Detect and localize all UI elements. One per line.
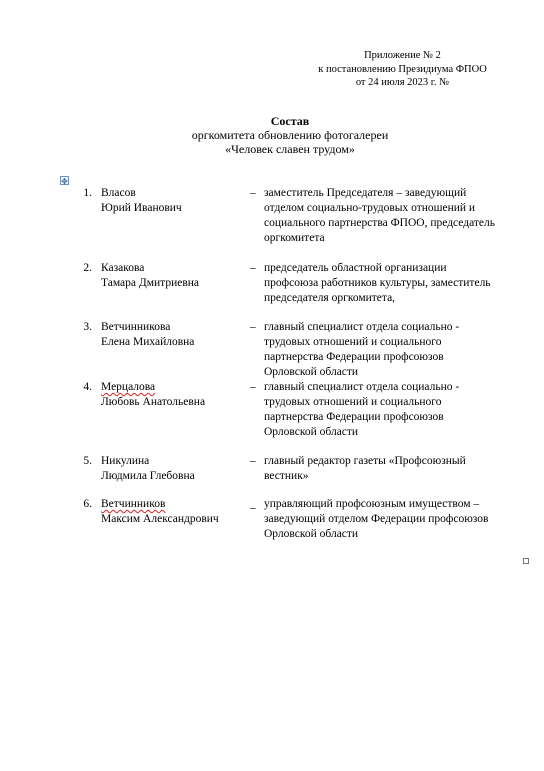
position-line: вестник»	[264, 470, 309, 482]
document-title: Состав	[270, 114, 310, 128]
row-dash: –	[250, 455, 256, 467]
member-position	[264, 454, 526, 484]
member-name	[101, 454, 246, 484]
position-line: Орловской области	[264, 528, 359, 540]
member-surname: Никулина	[101, 455, 150, 467]
document-subtitle: «Человек славен трудом»	[225, 142, 355, 156]
position-line: главный специалист отдела социально -	[264, 321, 460, 333]
appendix-line: Приложение № 2	[364, 50, 441, 61]
row-dash: –	[250, 381, 256, 393]
position-line: главный специалист отдела социально -	[264, 381, 460, 393]
member-name	[101, 186, 246, 216]
member-position	[264, 320, 526, 380]
row-number: 6.	[83, 498, 92, 510]
member-position	[264, 497, 526, 542]
member-surname: Казакова	[101, 262, 145, 274]
table-move-icon[interactable]: ✥	[61, 177, 68, 186]
row-dash: –	[250, 262, 256, 274]
position-line: председатель областной организации	[264, 262, 447, 274]
row-dash: –	[250, 187, 256, 199]
member-position	[264, 261, 526, 306]
appendix-header	[300, 49, 505, 90]
position-line: управляющий профсоюзным имуществом –	[264, 498, 480, 510]
member-given-names: Елена Михайловна	[101, 336, 195, 348]
position-line: партнерства Федерации профсоюзов	[264, 411, 444, 423]
position-line: профсоюза работников культуры, заместитель	[264, 277, 491, 289]
member-given-names: Любовь Анатольевна	[101, 396, 206, 408]
table-resize-handle[interactable]	[523, 558, 529, 564]
row-number: 3.	[83, 321, 92, 333]
member-given-names: Юрий Иванович	[101, 202, 182, 214]
document-subtitle: оргкомитета обновлению фотогалереи	[191, 128, 389, 142]
row-dash: _	[250, 498, 256, 510]
position-line: Орловской области	[264, 366, 359, 378]
position-line: трудовых отношений и социального	[264, 336, 442, 348]
member-given-names: Людмила Глебовна	[101, 470, 195, 482]
row-number: 2.	[83, 262, 92, 274]
row-number: 4.	[83, 381, 92, 393]
appendix-line: к постановлению Президиума ФПОО	[318, 63, 487, 75]
member-given-names: Максим Александрович	[101, 513, 219, 525]
member-surname: Мерцалова	[101, 381, 156, 393]
member-name	[101, 320, 246, 350]
position-line: заместитель Председателя – заведующий	[264, 187, 467, 199]
position-line: социального партнерства ФПОО, председатель	[264, 217, 496, 229]
member-name	[101, 261, 246, 291]
row-number: 5.	[83, 455, 92, 467]
position-line: партнерства Федерации профсоюзов	[264, 351, 444, 363]
member-given-names: Тамара Дмитриевна	[101, 277, 200, 289]
member-surname: Ветчинникова	[101, 321, 171, 333]
member-position	[264, 186, 526, 246]
document-heading	[100, 114, 480, 156]
position-line: главный редактор газеты «Профсоюзный	[264, 455, 466, 467]
member-surname: Ветчинников	[101, 498, 166, 510]
position-line: оргкомитета	[264, 232, 325, 244]
position-line: Орловской области	[264, 426, 359, 438]
appendix-line: от 24 июля 2023 г. №	[355, 77, 450, 88]
position-line: отделом социально-трудовых отношений и	[264, 202, 476, 214]
member-name	[101, 497, 246, 527]
row-number: 1.	[83, 187, 92, 199]
position-line: заведующий отделом Федерации профсоюзов	[264, 513, 489, 525]
position-line: председателя оргкомитета,	[264, 292, 396, 304]
member-name	[101, 380, 246, 410]
position-line: трудовых отношений и социального	[264, 396, 442, 408]
member-surname: Власов	[101, 187, 136, 199]
member-position	[264, 380, 526, 440]
row-dash: –	[250, 321, 256, 333]
